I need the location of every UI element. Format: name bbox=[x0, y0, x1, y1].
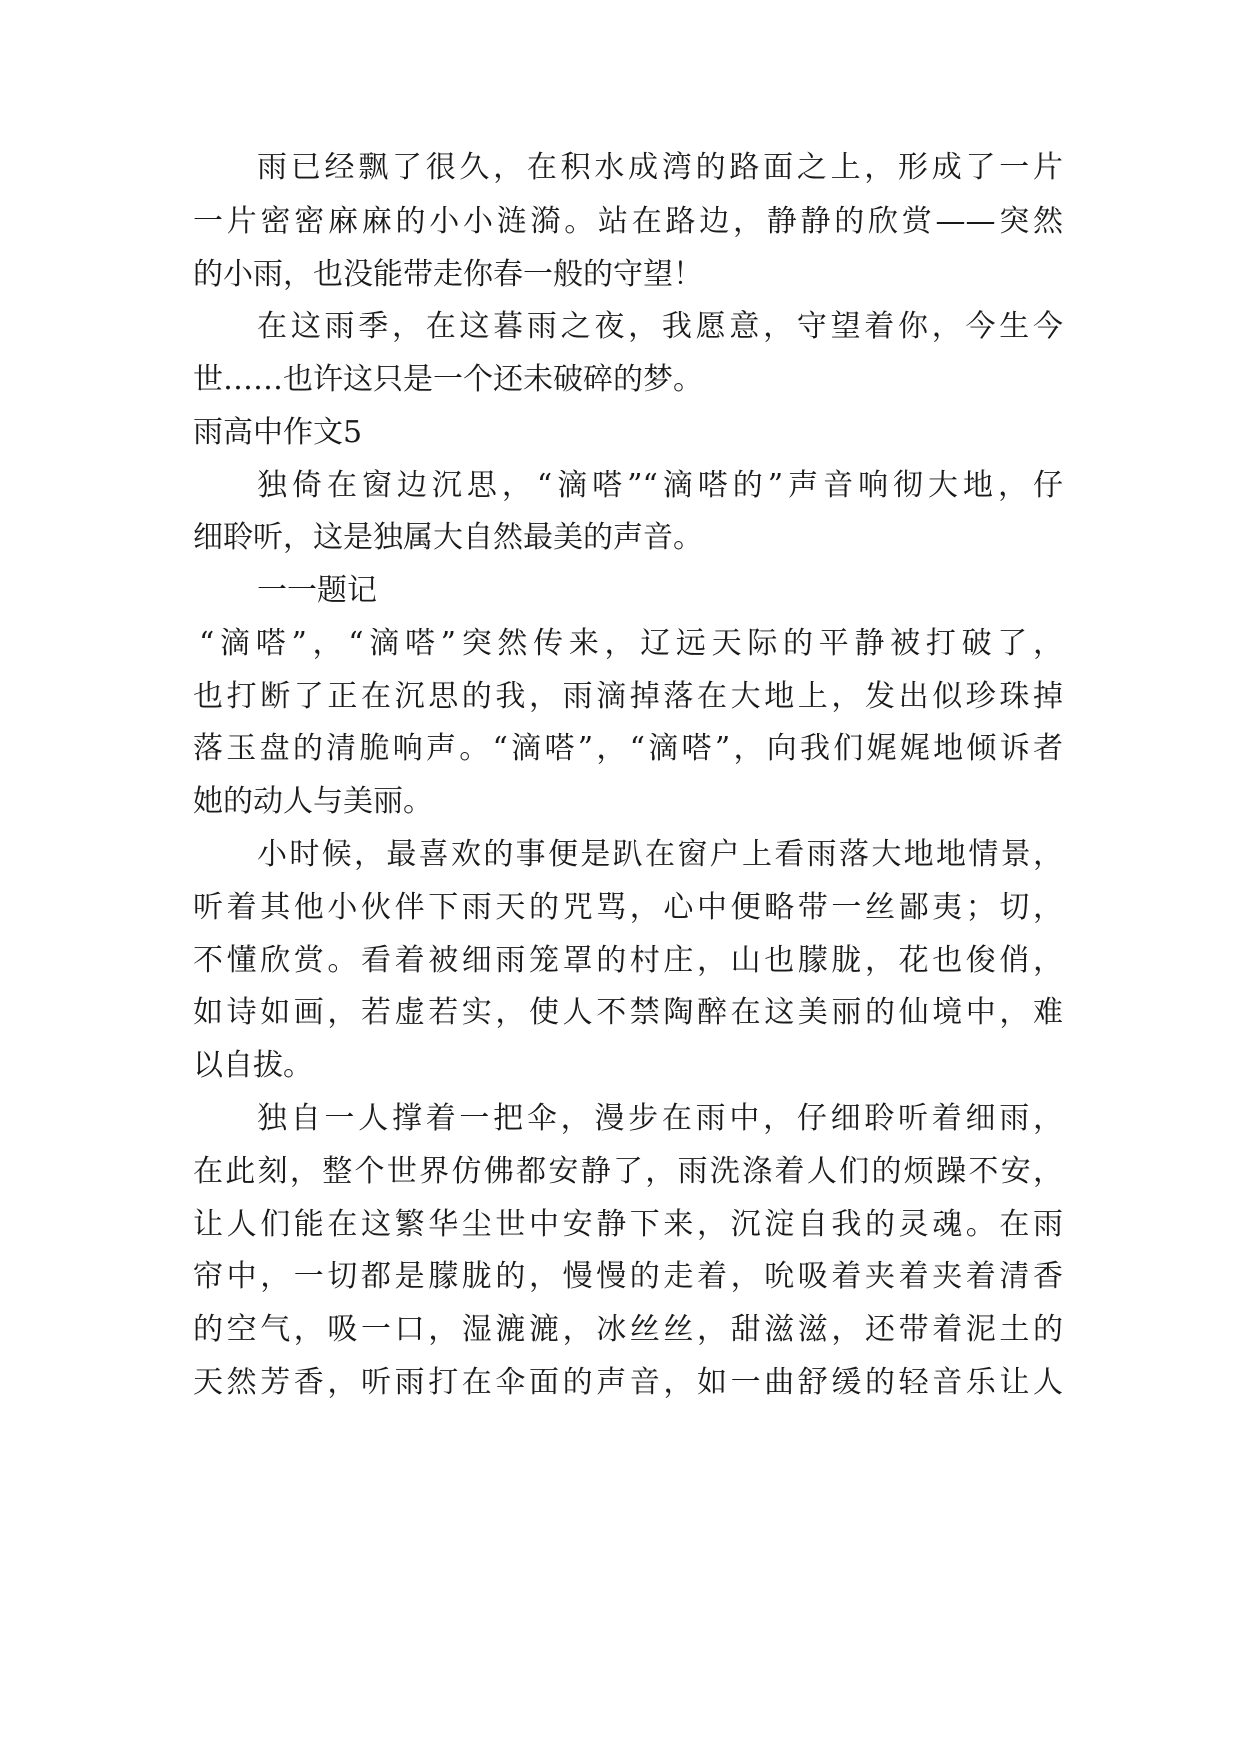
p3-line-2: 细聆听，这是独属大自然最美的声音。 bbox=[193, 520, 703, 555]
section-heading: 雨高中作文5 bbox=[193, 415, 363, 450]
p1-line-1: 雨已经飘了很久，在积水成湾的路面之上，形成了一片 bbox=[257, 150, 1063, 185]
p5-line-1: “滴嗒”，“滴嗒”突然传来，辽远天际的平静被打破了， bbox=[199, 626, 1063, 661]
p6-line-5: 以自拔。 bbox=[193, 1048, 313, 1083]
p5-line-4: 她的动人与美丽。 bbox=[193, 784, 433, 819]
p3-line-1: 独倚在窗边沉思，“滴嗒”“滴嗒的”声音响彻大地，仔 bbox=[257, 468, 1063, 503]
p2-line-1: 在这雨季，在这暮雨之夜，我愿意，守望着你，今生今 bbox=[257, 309, 1063, 344]
p6-line-4: 如诗如画，若虚若实，使人不禁陶醉在这美丽的仙境中，难 bbox=[193, 995, 1063, 1030]
inscription: 一一题记 bbox=[257, 573, 377, 608]
p5-line-3: 落玉盘的清脆响声。“滴嗒”，“滴嗒”，向我们娓娓地倾诉者 bbox=[193, 731, 1063, 766]
p2-line-2: 世……也许这只是一个还未破碎的梦。 bbox=[193, 362, 703, 397]
p7-line-5: 的空气，吸一口，湿漉漉，冰丝丝，甜滋滋，还带着泥土的 bbox=[193, 1312, 1063, 1347]
p6-line-3: 不懂欣赏。看着被细雨笼罩的村庄，山也朦胧，花也俊俏， bbox=[193, 943, 1063, 978]
p5-line-2: 也打断了正在沉思的我，雨滴掉落在大地上，发出似珍珠掉 bbox=[193, 679, 1063, 714]
p6-line-1: 小时候，最喜欢的事便是趴在窗户上看雨落大地地情景， bbox=[257, 837, 1063, 872]
p7-line-2: 在此刻，整个世界仿佛都安静了，雨洗涤着人们的烦躁不安， bbox=[193, 1154, 1063, 1189]
p1-line-2: 一片密密麻麻的小小涟漪。站在路边，静静的欣赏——突然 bbox=[193, 204, 1063, 239]
p7-line-4: 帘中，一切都是朦胧的，慢慢的走着，吮吸着夹着夹着清香 bbox=[193, 1259, 1063, 1294]
p1-line-3: 的小雨，也没能带走你春一般的守望！ bbox=[193, 257, 703, 292]
p7-line-3: 让人们能在这繁华尘世中安静下来，沉淀自我的灵魂。在雨 bbox=[193, 1207, 1063, 1242]
p7-line-1: 独自一人撑着一把伞，漫步在雨中，仔细聆听着细雨， bbox=[257, 1101, 1063, 1136]
p6-line-2: 听着其他小伙伴下雨天的咒骂，心中便略带一丝鄙夷；切， bbox=[193, 890, 1063, 925]
p7-line-6: 天然芳香，听雨打在伞面的声音，如一曲舒缓的轻音乐让人 bbox=[193, 1365, 1063, 1400]
